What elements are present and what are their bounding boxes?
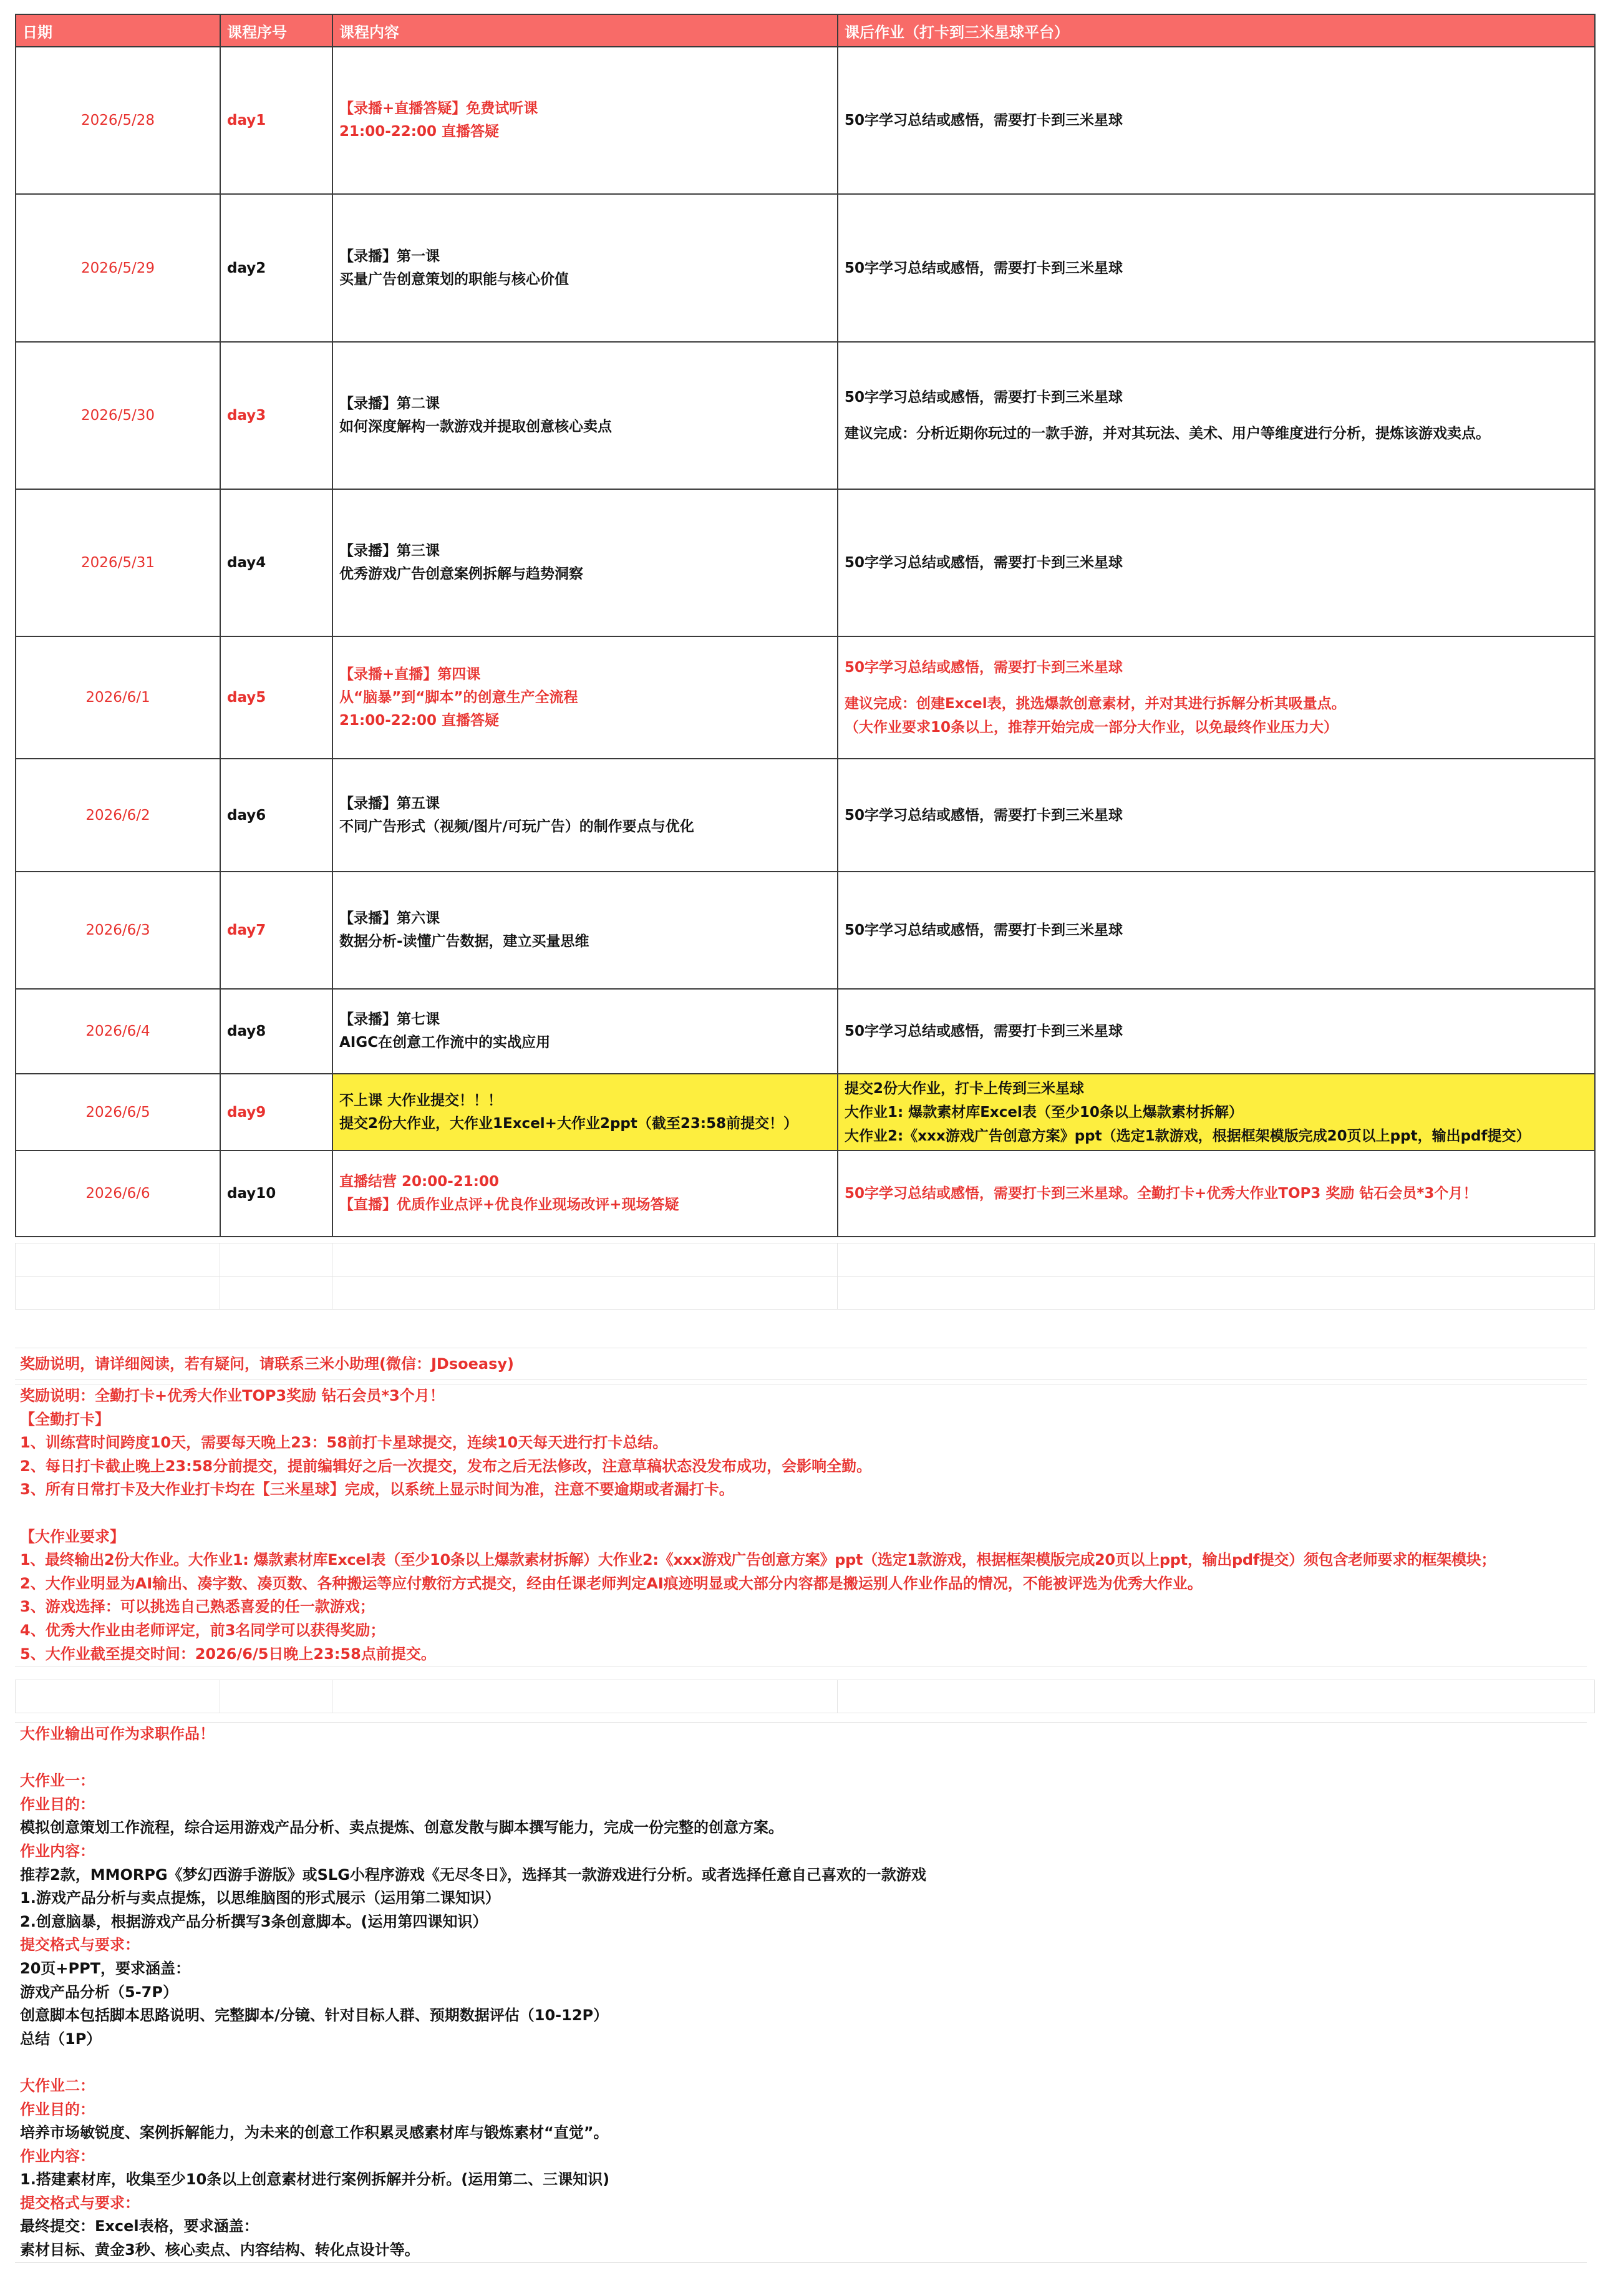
assignment-line: 推荐2款，MMORPG《梦幻西游手游版》或SLG小程序游戏《无尽冬日》，选择其一款游戏进行分析。或者选择任意自己喜欢的一款游戏 <box>20 1865 926 1884</box>
table-row <box>16 489 1595 636</box>
content-line: 提交2份大作业，大作业1Excel+大作业2ppt（截至23:58前提交！） <box>339 1115 798 1132</box>
date-cell[interactable]: 2026/6/4 <box>16 989 220 1074</box>
reward-line: 3、游戏选择：可以挑选自己熟悉喜爱的任一款游戏； <box>20 1598 375 1616</box>
date-cell[interactable]: 2026/6/6 <box>16 1150 220 1237</box>
day-cell[interactable]: day6 <box>220 759 332 872</box>
assignment-line: 提交格式与要求： <box>20 1936 140 1954</box>
homework-line: 50字学习总结或感悟，需要打卡到三米星球 <box>845 1023 1123 1039</box>
assignment-line: 游戏产品分析（5-7P） <box>20 1983 178 2001</box>
homework-line: 50字学习总结或感悟，需要打卡到三米星球 <box>845 260 1123 276</box>
content-cell[interactable] <box>332 489 838 636</box>
homework-line: 50字学习总结或感悟，需要打卡到三米星球。全勤打卡+优秀大作业TOP3 奖励 钻石会员*3个月！ <box>845 1185 1478 1202</box>
homework-line: 50字学习总结或感悟，需要打卡到三米星球 <box>845 112 1123 129</box>
assignment-line: 1.游戏产品分析与卖点提炼，以思维脑图的形式展示（运用第二课知识） <box>20 1889 500 1907</box>
assignment-line: 2.创意脑暴，根据游戏产品分析撰写3条创意脚本。(运用第四课知识） <box>20 1912 488 1930</box>
assignment-line: 作业目的： <box>20 2100 95 2118</box>
header-homework: 课后作业（打卡到三米星球平台） <box>838 14 1595 47</box>
assignment-line: 培养市场敏锐度、案例拆解能力，为未来的创意工作积累灵感素材库与锻炼素材“直觉”。 <box>20 2124 609 2142</box>
content-cell[interactable] <box>332 1150 838 1237</box>
homework-cell[interactable] <box>838 342 1595 489</box>
assignment-line: 1.搭建素材库，收集至少10条以上创意素材进行案例拆解并分析。(运用第二、三课知识) <box>20 2171 610 2189</box>
reward-line: 【全勤打卡】 <box>20 1410 110 1428</box>
reward-line: 2、大作业明显为AI输出、凑字数、凑页数、各种搬运等应付敷衍方式提交，经由任课老师判定AI痕迹明显或大部分内容都是搬运别人作业作品的情况，不能被评选为优秀大作业。 <box>20 1574 1203 1592</box>
table-row <box>16 47 1595 194</box>
reward-line: 2、每日打卡截止晚上23:58分前提交，提前编辑好之后一次提交，发布之后无法修改，注意草稿状态没发布成功，会影响全勤。 <box>20 1457 872 1475</box>
homework-line: 50字学习总结或感悟，需要打卡到三米星球 <box>845 659 1123 676</box>
homework-cell[interactable] <box>838 1074 1595 1150</box>
schedule-table <box>15 14 1596 1237</box>
content-cell[interactable] <box>332 194 838 342</box>
date-cell[interactable]: 2026/6/2 <box>16 759 220 872</box>
reward-title-text: 奖励说明，请详细阅读，若有疑问，请联系三米小助理(微信：JDsoeasy) <box>20 1355 514 1373</box>
assignment-line: 作业目的： <box>20 1795 95 1813</box>
homework-line: 50字学习总结或感悟，需要打卡到三米星球 <box>845 555 1123 571</box>
header-content: 课程内容 <box>332 14 838 47</box>
reward-line: 4、优秀大作业由老师评定，前3名同学可以获得奖励； <box>20 1621 385 1639</box>
table-row <box>16 989 1595 1074</box>
date-cell[interactable]: 2026/6/1 <box>16 636 220 759</box>
assignment-lines <box>20 1723 1587 2262</box>
header-row <box>16 14 1595 47</box>
content-line: 【录播】第五课 <box>339 795 440 812</box>
homework-cell[interactable] <box>838 1150 1595 1237</box>
table-row <box>16 1074 1595 1150</box>
header-date: 日期 <box>16 14 220 47</box>
content-line: 【录播】第一课 <box>339 248 440 265</box>
assignment-line <box>20 1746 1587 1770</box>
day-cell[interactable]: day9 <box>220 1074 332 1150</box>
date-cell[interactable]: 2026/5/31 <box>16 489 220 636</box>
assignment-line: 大作业二： <box>20 2076 95 2094</box>
reward-section[interactable] <box>15 1384 1587 1666</box>
homework-line: 大作业1: 爆款素材库Excel表（至少10条以上爆款素材拆解） <box>845 1104 1243 1121</box>
assignment-section[interactable] <box>15 1722 1587 2263</box>
content-line: 从“脑暴”到“脚本”的创意生产全流程 <box>339 689 578 706</box>
day-cell[interactable]: day10 <box>220 1150 332 1237</box>
homework-line: 50字学习总结或感悟，需要打卡到三米星球 <box>845 389 1123 406</box>
content-cell[interactable] <box>332 342 838 489</box>
content-line: 【录播+直播答疑】免费试听课 <box>339 100 538 117</box>
day-cell[interactable]: day3 <box>220 342 332 489</box>
assignment-line: 提交格式与要求： <box>20 2194 140 2212</box>
content-cell[interactable] <box>332 759 838 872</box>
content-line: 【录播+直播】第四课 <box>339 666 481 683</box>
reward-line: 1、最终输出2份大作业。大作业1: 爆款素材库Excel表（至少10条以上爆款素材拆解）大作业2:《xxx游戏广告创意方案》ppt（选定1款游戏，根据框架模版完成20页以上ppt，输出pdf提交）须包含老师要求的框架模块； <box>20 1551 1496 1569</box>
day-cell[interactable]: day8 <box>220 989 332 1074</box>
reward-title[interactable] <box>15 1348 1587 1380</box>
date-cell[interactable]: 2026/6/3 <box>16 872 220 989</box>
empty-row <box>16 1277 1595 1310</box>
empty-grid <box>15 1680 1595 1713</box>
homework-cell[interactable] <box>838 759 1595 872</box>
content-line: 不上课 大作业提交！！！ <box>339 1092 503 1109</box>
homework-cell[interactable] <box>838 636 1595 759</box>
homework-cell[interactable] <box>838 47 1595 194</box>
content-line: 【录播】第二课 <box>339 396 440 412</box>
content-line: 【录播】第六课 <box>339 910 440 927</box>
homework-cell[interactable] <box>838 194 1595 342</box>
assignment-line: 创意脚本包括脚本思路说明、完整脚本/分镜、针对目标人群、预期数据评估（10-12P） <box>20 2007 609 2025</box>
assignment-line: 作业内容： <box>20 1842 95 1860</box>
day-cell[interactable]: day7 <box>220 872 332 989</box>
homework-line: 提交2份大作业，打卡上传到三米星球 <box>845 1080 1085 1097</box>
reward-line <box>20 1502 1587 1525</box>
day-cell[interactable]: day5 <box>220 636 332 759</box>
date-cell[interactable]: 2026/5/29 <box>16 194 220 342</box>
homework-line: 50字学习总结或感悟，需要打卡到三米星球 <box>845 922 1123 938</box>
content-line: 优秀游戏广告创意案例拆解与趋势洞察 <box>339 566 583 582</box>
reward-line: 奖励说明：全勤打卡+优秀大作业TOP3奖励 钻石会员*3个月！ <box>20 1387 445 1404</box>
content-line: 直播结营 20:00-21:00 <box>339 1174 499 1190</box>
homework-line: 建议完成：分析近期你玩过的一款手游，并对其玩法、美术、用户等维度进行分析，提炼该游戏卖点。 <box>845 426 1490 442</box>
content-line: 【直播】优质作业点评+优良作业现场改评+现场答疑 <box>339 1197 679 1213</box>
header-seq: 课程序号 <box>220 14 332 47</box>
content-line: 【录播】第三课 <box>339 543 440 559</box>
table-row <box>16 636 1595 759</box>
day-cell[interactable]: day2 <box>220 194 332 342</box>
homework-cell[interactable] <box>838 989 1595 1074</box>
day-cell[interactable]: day1 <box>220 47 332 194</box>
content-line: 21:00-22:00 直播答疑 <box>339 712 499 729</box>
assignment-line: 模拟创意策划工作流程，综合运用游戏产品分析、卖点提炼、创意发散与脚本撰写能力，完成一份完整的创意方案。 <box>20 1819 783 1837</box>
assignment-line: 大作业输出可作为求职作品！ <box>20 1725 215 1743</box>
reward-line: 5、大作业截至提交时间：2026/6/5日晚上23:58点前提交。 <box>20 1645 436 1663</box>
content-cell[interactable] <box>332 872 838 989</box>
table-row <box>16 759 1595 872</box>
reward-line: 1、训练营时间跨度10天，需要每天晚上23：58前打卡星球提交，连续10天每天进行打卡总结。 <box>20 1434 668 1452</box>
content-line: 买量广告创意策划的职能与核心价值 <box>339 271 569 288</box>
empty-row <box>16 1243 1595 1277</box>
homework-line: （大作业要求10条以上，推荐开始完成一部分大作业，以免最终作业压力大） <box>845 719 1339 736</box>
assignment-line <box>20 2051 1587 2075</box>
assignment-line: 总结（1P） <box>20 2030 102 2048</box>
homework-cell[interactable] <box>838 872 1595 989</box>
date-cell[interactable]: 2026/6/5 <box>16 1074 220 1150</box>
content-line: 【录播】第七课 <box>339 1011 440 1028</box>
content-line: AIGC在创意工作流中的实战应用 <box>339 1034 551 1051</box>
assignment-line: 20页+PPT，要求涵盖： <box>20 1959 191 1977</box>
homework-line: 大作业2:《xxx游戏广告创意方案》ppt（选定1款游戏，根据框架模版完成20页以上ppt，输出pdf提交） <box>845 1127 1531 1144</box>
content-line: 不同广告形式（视频/图片/可玩广告）的制作要点与优化 <box>339 818 694 835</box>
homework-cell[interactable] <box>838 489 1595 636</box>
content-cell[interactable] <box>332 989 838 1074</box>
date-cell[interactable]: 2026/5/28 <box>16 47 220 194</box>
reward-line: 【大作业要求】 <box>20 1527 125 1545</box>
date-cell[interactable]: 2026/5/30 <box>16 342 220 489</box>
content-line: 数据分析-读懂广告数据，建立买量思维 <box>339 933 589 950</box>
content-line: 21:00-22:00 直播答疑 <box>339 124 499 140</box>
table-row <box>16 342 1595 489</box>
assignment-line: 作业内容： <box>20 2147 95 2165</box>
empty-row <box>16 1680 1595 1713</box>
reward-line: 3、所有日常打卡及大作业打卡均在【三米星球】完成，以系统上显示时间为准，注意不要逾期或者漏打卡。 <box>20 1481 734 1499</box>
assignment-line: 大作业一： <box>20 1772 95 1790</box>
assignment-line: 素材目标、黄金3秒、核心卖点、内容结构、转化点设计等。 <box>20 2241 420 2259</box>
table-row <box>16 1150 1595 1237</box>
day-cell[interactable]: day4 <box>220 489 332 636</box>
content-cell[interactable] <box>332 636 838 759</box>
content-cell[interactable] <box>332 1074 838 1150</box>
content-cell[interactable] <box>332 47 838 194</box>
content-line: 如何深度解构一款游戏并提取创意核心卖点 <box>339 419 612 435</box>
empty-grid <box>15 1243 1595 1310</box>
table-row <box>16 872 1595 989</box>
homework-line: 建议完成：创建Excel表，挑选爆款创意素材，并对其进行拆解分析其吸量点。 <box>845 696 1346 712</box>
homework-line: 50字学习总结或感悟，需要打卡到三米星球 <box>845 807 1123 824</box>
table-row <box>16 194 1595 342</box>
assignment-line: 最终提交：Excel表格，要求涵盖： <box>20 2217 259 2235</box>
